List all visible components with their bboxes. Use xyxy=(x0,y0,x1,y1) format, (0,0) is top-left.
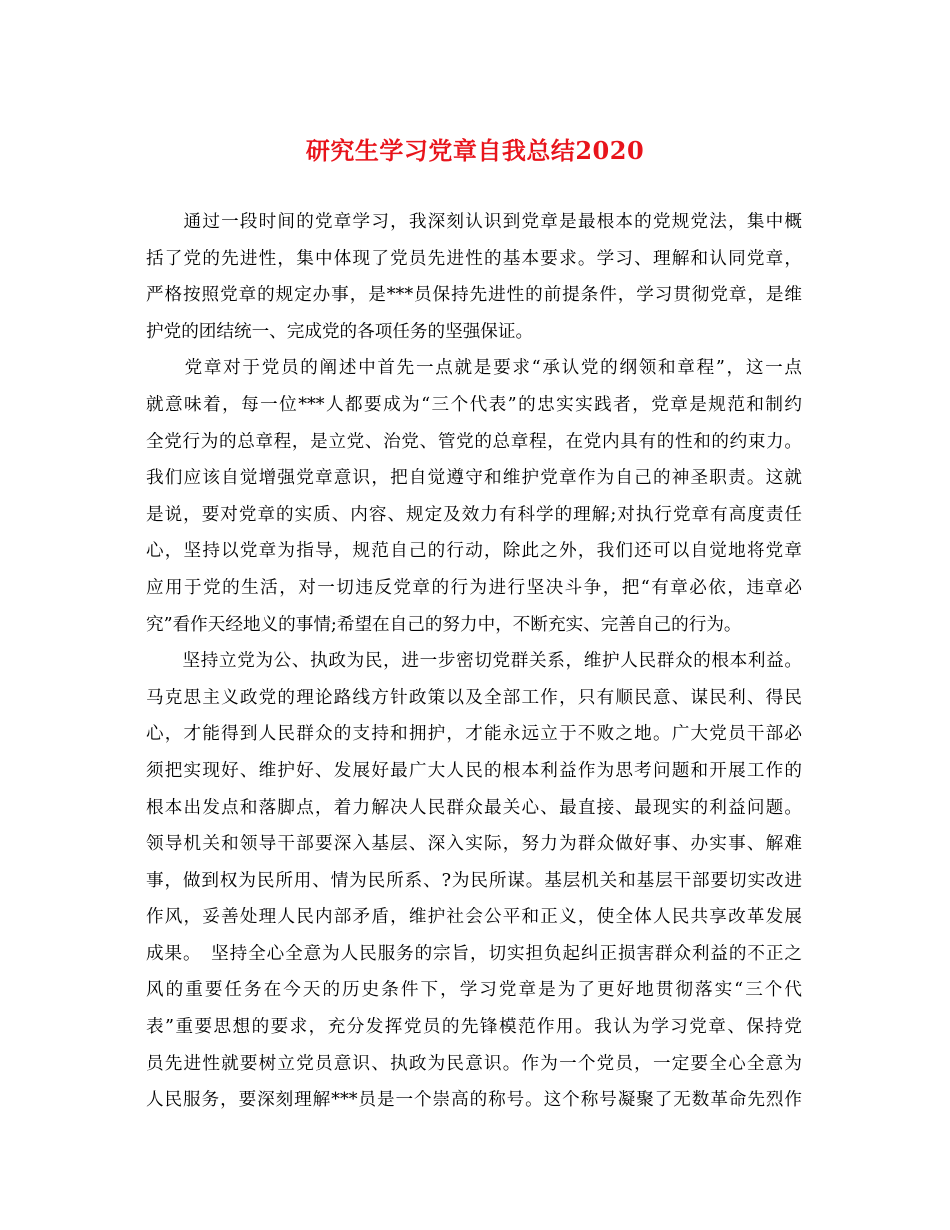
text-line: 严格按照党章的规定办事，是***员保持先进性的前提条件，学习贯彻党章，是维 xyxy=(146,285,802,306)
text-line: 应用于党的生活，对一切违反党章的行为进行坚决斗争，把“有章必依，违章必 xyxy=(146,577,802,598)
text-line: 我们应该自觉增强党章意识，把自觉遵守和维护党章作为自己的神圣职责。这就 xyxy=(146,468,802,489)
text-line: 风的重要任务在今天的历史条件下，学习党章是为了更好地贯彻落实“三个代 xyxy=(146,980,802,1001)
text-line: 括了党的先进性，集中体现了党员先进性的基本要求。学习、理解和认同党章， xyxy=(146,248,802,269)
text-line: 作风，妥善处理人民内部矛盾，维护社会公平和正义，使全体人民共享改革发展 xyxy=(146,907,802,928)
text-line: 党章对于党员的阐述中首先一点就是要求“承认党的纲领和章程”，这一点 xyxy=(146,358,802,379)
text-line: 根本出发点和落脚点，着力解决人民群众最关心、最直接、最现实的利益问题。 xyxy=(146,797,802,818)
document-body xyxy=(146,204,802,1119)
text-line: 人民服务，要深刻理解***员是一个崇高的称号。这个称号凝聚了无数革命先烈作 xyxy=(146,1090,802,1111)
text-line: 马克思主义政党的理论路线方针政策以及全部工作，只有顺民意、谋民利、得民 xyxy=(146,687,802,708)
text-line: 就意味着，每一位***人都要成为“三个代表”的忠实实践者，党章是规范和制约 xyxy=(146,394,802,415)
text-line: 表”重要思想的要求，充分发挥党员的先锋模范作用。我认为学习党章、保持党 xyxy=(146,1017,802,1038)
text-line: 坚持立党为公、执政为民，进一步密切党群关系，维护人民群众的根本利益。 xyxy=(146,651,802,672)
text-line: 须把实现好、维护好、发展好最广大人民的根本利益作为思考问题和开展工作的 xyxy=(146,760,802,781)
text-line: 成果。 坚持全心全意为人民服务的宗旨，切实担负起纠正损害群众利益的不正之 xyxy=(146,943,802,964)
text-line: 全党行为的总章程，是立党、治党、管党的总章程，在党内具有的性和的约束力。 xyxy=(146,431,802,452)
text-line: 领导机关和领导干部要深入基层、深入实际，努力为群众做好事、办实事、解难 xyxy=(146,834,802,855)
document-title: 研究生学习党章自我总结2020 xyxy=(305,136,645,165)
text-line: 究”看作天经地义的事情;希望在自己的努力中，不断充实、完善自己的行为。 xyxy=(146,614,742,635)
text-line: 事，做到权为民所用、情为民所系、?为民所谋。基层机关和基层干部要切实改进 xyxy=(146,870,802,891)
text-line: 心，才能得到人民群众的支持和拥护，才能永远立于不败之地。广大党员干部必 xyxy=(146,724,802,745)
text-line: 护党的团结统一、完成党的各项任务的坚强保证。 xyxy=(146,321,534,342)
text-line: 员先进性就要树立党员意识、执政为民意识。作为一个党员，一定要全心全意为 xyxy=(146,1053,802,1074)
text-line: 心，坚持以党章为指导，规范自己的行动，除此之外，我们还可以自觉地将党章 xyxy=(146,541,802,562)
text-line: 是说，要对党章的实质、内容、规定及效力有科学的理解;对执行党章有高度责任 xyxy=(146,504,802,525)
text-line: 通过一段时间的党章学习，我深刻认识到党章是最根本的党规党法，集中概 xyxy=(146,212,802,232)
